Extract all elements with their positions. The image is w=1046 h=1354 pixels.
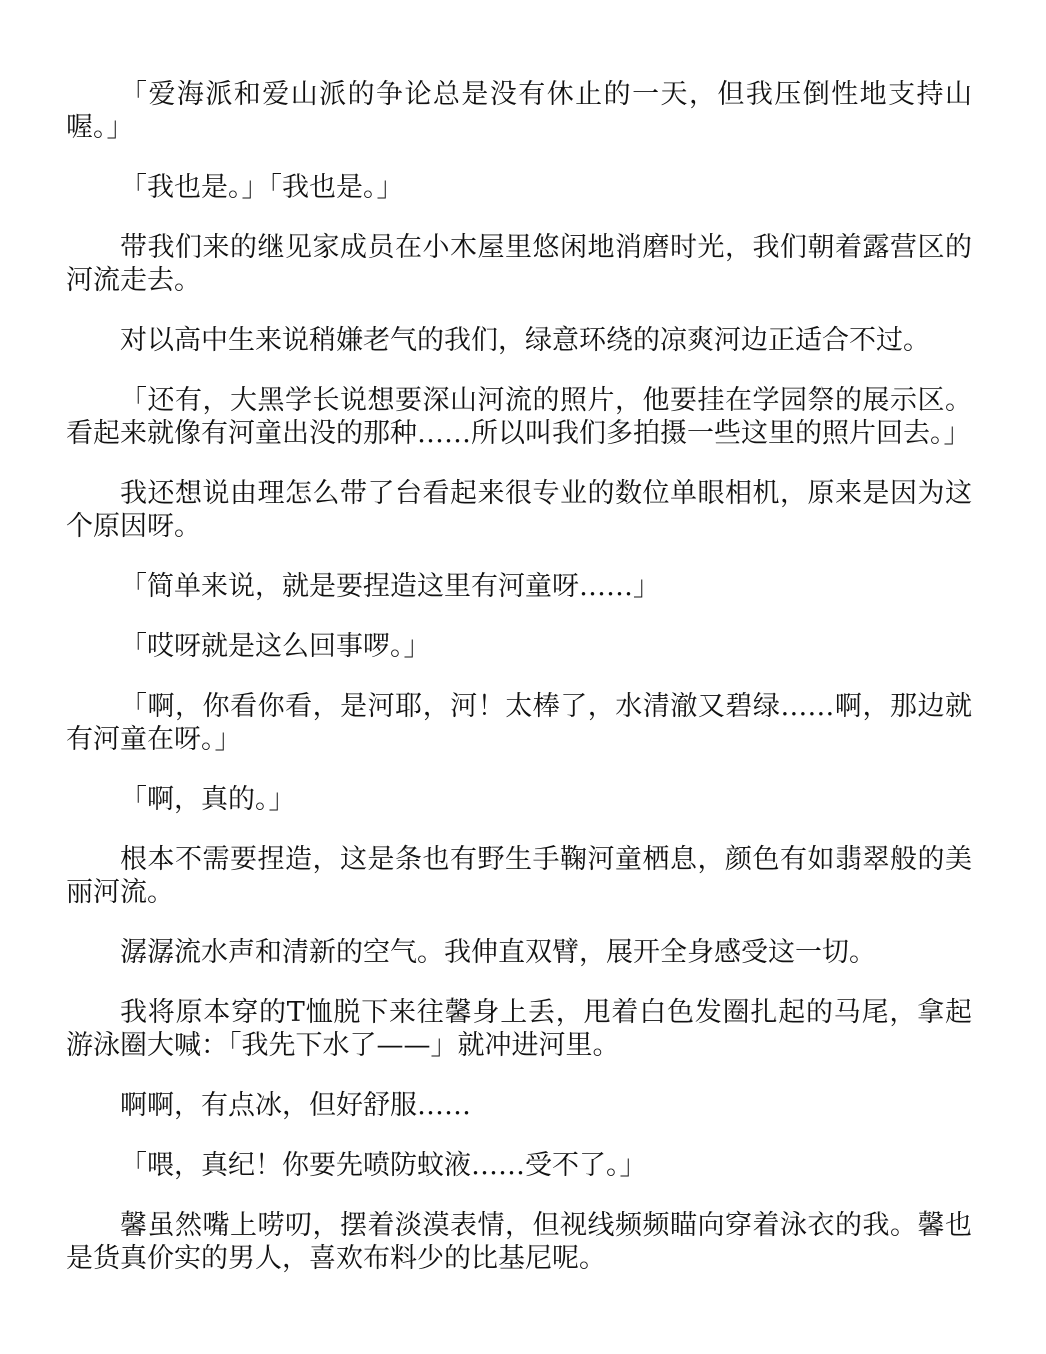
- paragraph-8: 「哎呀就是这么回事啰。」: [120, 631, 431, 662]
- paragraph-16: 馨虽然嘴上唠叨，摆着淡漠表情，但视线频频瞄向穿着泳衣的我。馨也是货真价实的男人，喜欢布料少的比基尼呢。: [66, 1210, 972, 1274]
- paragraph-13: 我将原本穿的T恤脱下来往馨身上丢，甩着白色发圈扎起的马尾，拿起游泳圈大喊：「我先下水了——」就冲进河里。: [66, 997, 972, 1061]
- paragraph-12: 潺潺流水声和清新的空气。我伸直双臂，展开全身感受这一切。: [120, 937, 876, 968]
- paragraph-4: 对以高中生来说稍嫌老气的我们，绿意环绕的凉爽河边正适合不过。: [120, 325, 930, 356]
- paragraph-15: 「喂，真纪！你要先喷防蚊液……受不了。」: [120, 1150, 647, 1181]
- paragraph-7: 「简单来说，就是要捏造这里有河童呀……」: [120, 571, 660, 602]
- paragraph-3: 带我们来的继见家成员在小木屋里悠闲地消磨时光，我们朝着露营区的河流走去。: [66, 232, 972, 296]
- paragraph-5: 「还有，大黑学长说想要深山河流的照片，他要挂在学园祭的展示区。看起来就像有河童出没的那种……所以叫我们多拍摄一些这里的照片回去。」: [66, 385, 972, 449]
- paragraph-9: 「啊，你看你看，是河耶，河！太棒了，水清澈又碧绿……啊，那边就有河童在呀。」: [66, 691, 972, 755]
- paragraph-1: 「爱海派和爱山派的争论总是没有休止的一天，但我压倒性地支持山喔。」: [66, 79, 972, 143]
- paragraph-6: 我还想说由理怎么带了台看起来很专业的数位单眼相机，原来是因为这个原因呀。: [66, 478, 972, 542]
- paragraph-10: 「啊，真的。」: [120, 784, 296, 815]
- paragraph-2: 「我也是。」「我也是。」: [120, 172, 404, 203]
- paragraph-14: 啊啊，有点冰，但好舒服……: [120, 1090, 471, 1121]
- paragraph-11: 根本不需要捏造，这是条也有野生手鞠河童栖息，颜色有如翡翠般的美丽河流。: [66, 844, 972, 908]
- document-page: [66, 78, 972, 1302]
